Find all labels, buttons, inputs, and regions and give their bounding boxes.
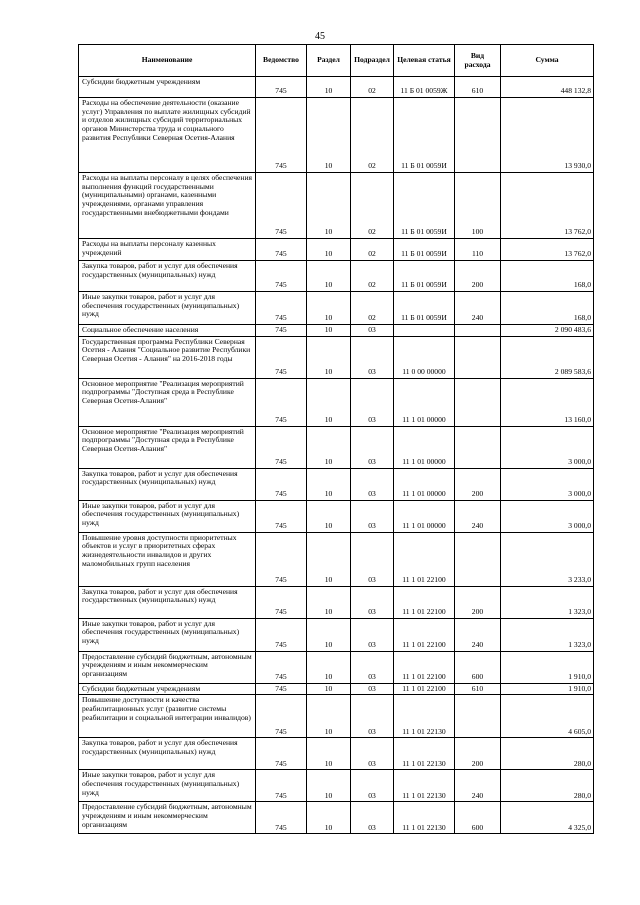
row-name: Основное мероприятие "Реализация мероприятий подпрограммы "Доступная среда в Республике Северная Осетия-Алания" — [79, 426, 256, 468]
header-row — [79, 45, 594, 77]
row-name: Закупка товаров, работ и услуг для обеспечения государственных (муниципальных) нужд — [79, 586, 256, 618]
row-amount: 13 762,0 — [501, 173, 594, 239]
row-section: 10 — [307, 98, 351, 173]
row-expense-type — [455, 695, 501, 738]
row-name: Социальное обеспечение населения — [79, 325, 256, 337]
header-expense-type: Вид расхода — [455, 45, 501, 77]
row-section: 10 — [307, 618, 351, 651]
row-target-item: 11 Б 01 0059И — [394, 98, 455, 173]
row-expense-type: 200 — [455, 261, 501, 292]
row-expense-type — [455, 532, 501, 586]
row-expense-type: 240 — [455, 292, 501, 325]
row-expense-type: 240 — [455, 770, 501, 802]
row-amount: 1 323,0 — [501, 618, 594, 651]
row-department: 745 — [256, 618, 307, 651]
row-amount: 13 762,0 — [501, 239, 594, 261]
row-expense-type: 600 — [455, 802, 501, 834]
row-department: 745 — [256, 173, 307, 239]
row-name: Повышение уровня доступности приоритетных объектов и услуг в приоритетных сферах жизнедеятельности инвалидов и других маломобильных групп населения — [79, 532, 256, 586]
table-row — [79, 738, 594, 770]
header-amount: Сумма — [501, 45, 594, 77]
row-department: 745 — [256, 468, 307, 500]
row-expense-type: 600 — [455, 651, 501, 683]
row-subsection: 03 — [351, 586, 394, 618]
row-section: 10 — [307, 77, 351, 98]
row-subsection: 02 — [351, 98, 394, 173]
table-row — [79, 500, 594, 532]
table-row — [79, 683, 594, 695]
row-target-item: 11 1 01 22100 — [394, 618, 455, 651]
row-amount: 448 132,8 — [501, 77, 594, 98]
row-expense-type — [455, 336, 501, 378]
table-row — [79, 378, 594, 426]
row-amount: 1 910,0 — [501, 683, 594, 695]
row-expense-type: 200 — [455, 738, 501, 770]
row-name: Предоставление субсидий бюджетным, автономным учреждениям и иным некоммерческим организациям — [79, 802, 256, 834]
row-expense-type: 200 — [455, 586, 501, 618]
header-section: Раздел — [307, 45, 351, 77]
row-department: 745 — [256, 77, 307, 98]
row-department: 745 — [256, 695, 307, 738]
header-department: Ведомство — [256, 45, 307, 77]
row-target-item: 11 1 01 22100 — [394, 651, 455, 683]
row-department: 745 — [256, 500, 307, 532]
row-subsection: 03 — [351, 802, 394, 834]
row-name: Субсидии бюджетным учреждениям — [79, 77, 256, 98]
row-target-item: 11 Б 01 0059Ж — [394, 77, 455, 98]
row-subsection: 03 — [351, 336, 394, 378]
table-row — [79, 770, 594, 802]
row-name: Повышение доступности и качества реабилитационных услуг (развитие системы реабилитации и социальной интеграции инвалидов) — [79, 695, 256, 738]
row-name: Расходы на выплаты персоналу в целях обеспечения выполнения функций государственными (муниципальными) органами, казенными учреждениями, органами управления государственными внебюджетными фондами — [79, 173, 256, 239]
table-row — [79, 239, 594, 261]
table-row — [79, 336, 594, 378]
row-department: 745 — [256, 738, 307, 770]
row-section: 10 — [307, 468, 351, 500]
table-row — [79, 532, 594, 586]
row-target-item: 11 1 01 00000 — [394, 378, 455, 426]
row-amount: 4 325,0 — [501, 802, 594, 834]
row-subsection: 02 — [351, 239, 394, 261]
row-subsection: 02 — [351, 261, 394, 292]
row-amount: 2 090 483,6 — [501, 325, 594, 337]
row-target-item: 11 1 01 00000 — [394, 500, 455, 532]
row-section: 10 — [307, 261, 351, 292]
row-amount: 3 000,0 — [501, 500, 594, 532]
row-department: 745 — [256, 261, 307, 292]
row-department: 745 — [256, 770, 307, 802]
row-target-item: 11 1 01 22130 — [394, 770, 455, 802]
row-target-item: 11 1 01 22130 — [394, 738, 455, 770]
table-row — [79, 695, 594, 738]
row-target-item: 11 Б 01 0059И — [394, 261, 455, 292]
row-expense-type — [455, 98, 501, 173]
row-section: 10 — [307, 378, 351, 426]
row-subsection: 02 — [351, 77, 394, 98]
row-section: 10 — [307, 325, 351, 337]
row-amount: 280,0 — [501, 738, 594, 770]
row-expense-type: 240 — [455, 618, 501, 651]
row-name: Закупка товаров, работ и услуг для обеспечения государственных (муниципальных) нужд — [79, 738, 256, 770]
row-expense-type: 200 — [455, 468, 501, 500]
row-target-item: 11 1 01 00000 — [394, 468, 455, 500]
row-section: 10 — [307, 586, 351, 618]
row-subsection: 03 — [351, 426, 394, 468]
row-section: 10 — [307, 500, 351, 532]
row-department: 745 — [256, 325, 307, 337]
row-section: 10 — [307, 292, 351, 325]
row-subsection: 03 — [351, 683, 394, 695]
row-department: 745 — [256, 239, 307, 261]
row-department: 745 — [256, 532, 307, 586]
row-target-item: 11 Б 01 0059И — [394, 292, 455, 325]
row-name: Основное мероприятие "Реализация мероприятий подпрограммы "Доступная среда в Республике Северная Осетия-Алания" — [79, 378, 256, 426]
row-name: Иные закупки товаров, работ и услуг для обеспечения государственных (муниципальных) нужд — [79, 618, 256, 651]
row-name: Субсидии бюджетным учреждениям — [79, 683, 256, 695]
row-name: Иные закупки товаров, работ и услуг для обеспечения государственных (муниципальных) нужд — [79, 500, 256, 532]
row-subsection: 03 — [351, 738, 394, 770]
row-subsection: 03 — [351, 532, 394, 586]
row-target-item: 11 Б 01 0059И — [394, 173, 455, 239]
row-amount: 1 910,0 — [501, 651, 594, 683]
header-subsection: Подраздел — [351, 45, 394, 77]
table-row — [79, 325, 594, 337]
budget-table — [78, 44, 594, 834]
row-section: 10 — [307, 770, 351, 802]
row-department: 745 — [256, 651, 307, 683]
row-department: 745 — [256, 586, 307, 618]
row-department: 745 — [256, 98, 307, 173]
row-subsection: 03 — [351, 770, 394, 802]
row-expense-type: 100 — [455, 173, 501, 239]
row-subsection: 03 — [351, 618, 394, 651]
row-section: 10 — [307, 239, 351, 261]
row-name: Расходы на обеспечение деятельности (оказание услуг) Управления по выплате жилищных субсидий и отделов жилищных субсидий территориальных органов Министерства труда и социального развития Республики Северная Осетия-Алания — [79, 98, 256, 173]
page-number: 45 — [315, 31, 325, 42]
row-amount: 280,0 — [501, 770, 594, 802]
row-target-item: 11 0 00 00000 — [394, 336, 455, 378]
row-expense-type: 240 — [455, 500, 501, 532]
row-expense-type — [455, 426, 501, 468]
table-row — [79, 98, 594, 173]
row-subsection: 03 — [351, 651, 394, 683]
row-subsection: 03 — [351, 378, 394, 426]
row-target-item: 11 1 01 22100 — [394, 683, 455, 695]
row-target-item: 11 1 01 00000 — [394, 426, 455, 468]
row-department: 745 — [256, 426, 307, 468]
row-department: 745 — [256, 378, 307, 426]
row-target-item: 11 1 01 22100 — [394, 532, 455, 586]
row-section: 10 — [307, 683, 351, 695]
row-target-item — [394, 325, 455, 337]
table-row — [79, 292, 594, 325]
row-amount: 3 000,0 — [501, 426, 594, 468]
row-target-item: 11 1 01 22130 — [394, 802, 455, 834]
table-row — [79, 77, 594, 98]
table-row — [79, 468, 594, 500]
row-name: Иные закупки товаров, работ и услуг для обеспечения государственных (муниципальных) нужд — [79, 292, 256, 325]
table-row — [79, 173, 594, 239]
row-expense-type: 110 — [455, 239, 501, 261]
row-name: Закупка товаров, работ и услуг для обеспечения государственных (муниципальных) нужд — [79, 261, 256, 292]
row-name: Закупка товаров, работ и услуг для обеспечения государственных (муниципальных) нужд — [79, 468, 256, 500]
row-name: Расходы на выплаты персоналу казенных учреждений — [79, 239, 256, 261]
table-row — [79, 651, 594, 683]
row-amount: 13 160,0 — [501, 378, 594, 426]
row-name: Иные закупки товаров, работ и услуг для обеспечения государственных (муниципальных) нужд — [79, 770, 256, 802]
row-amount: 1 323,0 — [501, 586, 594, 618]
row-section: 10 — [307, 651, 351, 683]
table-row — [79, 426, 594, 468]
row-name: Предоставление субсидий бюджетным, автономным учреждениям и иным некоммерческим организациям — [79, 651, 256, 683]
row-name: Государственная программа Республики Северная Осетия - Алания "Социальное развитие Республики Северная Осетия - Алания" на 2016-2018 годы — [79, 336, 256, 378]
row-target-item: 11 Б 01 0059И — [394, 239, 455, 261]
table-row — [79, 618, 594, 651]
row-expense-type: 610 — [455, 683, 501, 695]
row-expense-type: 610 — [455, 77, 501, 98]
row-amount: 3 233,0 — [501, 532, 594, 586]
row-expense-type — [455, 325, 501, 337]
row-amount: 3 000,0 — [501, 468, 594, 500]
row-amount: 4 605,0 — [501, 695, 594, 738]
row-amount: 168,0 — [501, 261, 594, 292]
row-department: 745 — [256, 802, 307, 834]
row-section: 10 — [307, 738, 351, 770]
row-department: 745 — [256, 336, 307, 378]
row-section: 10 — [307, 532, 351, 586]
row-section: 10 — [307, 802, 351, 834]
row-target-item: 11 1 01 22130 — [394, 695, 455, 738]
table-row — [79, 586, 594, 618]
row-target-item: 11 1 01 22100 — [394, 586, 455, 618]
row-subsection: 02 — [351, 292, 394, 325]
table-row — [79, 261, 594, 292]
row-section: 10 — [307, 173, 351, 239]
row-amount: 168,0 — [501, 292, 594, 325]
row-department: 745 — [256, 683, 307, 695]
row-section: 10 — [307, 426, 351, 468]
row-amount: 13 930,0 — [501, 98, 594, 173]
row-subsection: 03 — [351, 500, 394, 532]
row-section: 10 — [307, 336, 351, 378]
table-row — [79, 802, 594, 834]
row-subsection: 02 — [351, 173, 394, 239]
header-name: Наименование — [79, 45, 256, 77]
row-subsection: 03 — [351, 325, 394, 337]
row-subsection: 03 — [351, 695, 394, 738]
row-department: 745 — [256, 292, 307, 325]
row-section: 10 — [307, 695, 351, 738]
row-amount: 2 089 583,6 — [501, 336, 594, 378]
header-target-item: Целевая статья — [394, 45, 455, 77]
row-expense-type — [455, 378, 501, 426]
row-subsection: 03 — [351, 468, 394, 500]
